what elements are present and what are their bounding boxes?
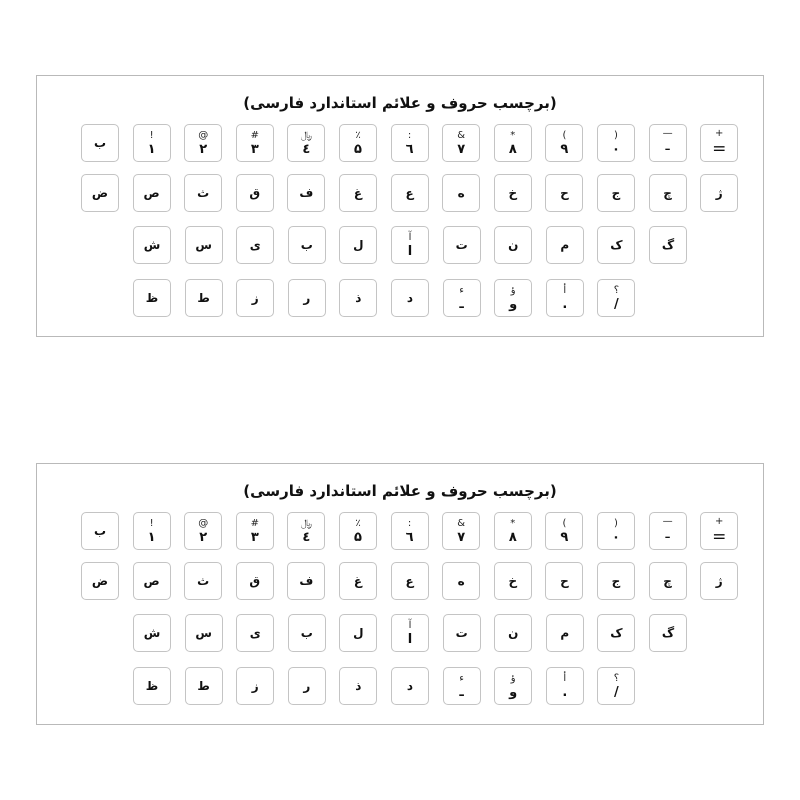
keycap-main-char: و: [509, 684, 518, 700]
keycap-sticker: [287, 174, 325, 212]
keycap-main-char: ۲: [199, 141, 208, 157]
keycap-main-char: گ: [661, 626, 675, 640]
keycap-shift-char: *: [510, 129, 516, 141]
keycap-sticker: [81, 124, 119, 162]
keycap-main-char: ا: [407, 631, 413, 647]
keycap-sticker: [133, 279, 171, 317]
keycap-sticker: [339, 174, 377, 212]
keycap-main-char: ث: [197, 186, 210, 200]
keycap-main-char: ع: [405, 574, 414, 588]
keycap-main-char: ب: [93, 136, 107, 150]
keycap-sticker: [287, 562, 325, 600]
keycap-main-char: ق: [249, 186, 261, 200]
keycap-main-char: .: [562, 296, 568, 312]
keycap-main-char: ۰: [612, 529, 620, 545]
keycap-main-char: /: [614, 296, 619, 312]
keycap-sticker: [184, 124, 222, 162]
keycap-sticker: [545, 124, 583, 162]
keycap-main-char: ی: [249, 238, 261, 252]
keycap-sticker: [391, 512, 429, 550]
keycap-sticker: [649, 562, 687, 600]
keycap-main-char: ۵: [354, 529, 362, 545]
keycap-main-char: ی: [249, 626, 261, 640]
keycap-shift-char: &: [457, 129, 466, 141]
keycap-sticker: [443, 614, 481, 652]
keycap-main-char: ل: [353, 626, 364, 640]
keycap-sticker: [597, 124, 635, 162]
sticker-sheet-top: [36, 75, 764, 337]
keycap-shift-char: !: [149, 129, 154, 141]
keycap-main-char: ژ: [715, 574, 723, 588]
keycap-main-char: ف: [299, 186, 314, 200]
keycap-sticker: [339, 124, 377, 162]
keycap-sticker: [339, 562, 377, 600]
keycap-sticker: [81, 562, 119, 600]
keycap-shift-char: —: [662, 127, 673, 139]
keycap-main-char: ج: [611, 574, 621, 588]
keycap-shift-char: ء: [459, 284, 464, 296]
keycap-main-char: ٤: [302, 141, 311, 157]
keycap-sticker: [391, 279, 429, 317]
keycap-main-char: ٦: [405, 529, 414, 545]
keycap-sticker: [391, 667, 429, 705]
keycap-main-char: ۳: [250, 141, 259, 157]
keycap-sticker: [494, 124, 532, 162]
keycap-shift-char: !: [149, 517, 154, 529]
keycap-main-char: خ: [508, 574, 518, 588]
keycap-main-char: /: [614, 684, 619, 700]
keycap-sticker: [442, 124, 480, 162]
keycap-main-char: ٤: [302, 529, 311, 545]
keycap-sticker: [288, 667, 326, 705]
keycap-main-char: ٦: [405, 141, 414, 157]
keycap-main-char: ـ: [459, 296, 464, 312]
keycap-sticker: [391, 174, 429, 212]
keycap-sticker: [81, 512, 119, 550]
keycap-sticker: [443, 279, 481, 317]
keycap-shift-char: +: [714, 127, 724, 139]
keycap-main-char: غ: [353, 186, 363, 200]
keycap-main-char: ص: [143, 186, 160, 200]
keycap-sticker: [546, 226, 584, 264]
keycap-sticker: [339, 512, 377, 550]
keycap-shift-char: #: [250, 517, 259, 529]
keycap-shift-char: آ: [408, 231, 412, 243]
keycap-shift-char: آ: [408, 619, 412, 631]
keycap-sticker: [443, 226, 481, 264]
keycap-sticker: [545, 562, 583, 600]
keycap-main-char: ژ: [715, 186, 723, 200]
keycap-shift-char: ٪: [355, 517, 361, 529]
keycap-main-char: س: [195, 626, 212, 640]
keycap-shift-char: ؤ: [510, 284, 516, 296]
keycap-sticker: [391, 562, 429, 600]
keycap-sticker: [546, 667, 584, 705]
keycap-shift-char: ؟: [613, 284, 620, 296]
keycap-main-char: ۷: [457, 529, 466, 545]
keycap-main-char: ص: [143, 574, 160, 588]
keycap-sticker: [649, 124, 687, 162]
keycap-sticker: [597, 512, 635, 550]
keycap-sticker: [391, 226, 429, 264]
keycap-sticker: [545, 174, 583, 212]
keycap-main-char: ق: [249, 574, 261, 588]
keycap-main-char: ظ: [145, 679, 159, 693]
keycap-shift-char: ): [614, 129, 618, 141]
keycap-main-char: ض: [91, 574, 109, 588]
keycap-main-char: ث: [197, 574, 210, 588]
keycap-main-char: خ: [508, 186, 518, 200]
keycap-shift-char: ٪: [355, 129, 361, 141]
keycap-sticker: [236, 667, 274, 705]
keycap-main-char: ۱: [147, 529, 156, 545]
keycap-sticker: [494, 174, 532, 212]
keycap-sticker: [494, 279, 532, 317]
keycap-shift-char: +: [714, 515, 724, 527]
keycap-sticker: [494, 226, 532, 264]
keycap-main-char: ن: [508, 238, 519, 252]
keycap-sticker: [597, 174, 635, 212]
keycap-sticker: [700, 562, 738, 600]
keycap-sticker: [133, 174, 171, 212]
keycap-main-char: ط: [197, 679, 210, 693]
keycap-main-char: ض: [91, 186, 109, 200]
keycap-sticker: [133, 667, 171, 705]
keycap-main-char: ۸: [508, 141, 517, 157]
keycap-main-char: ش: [143, 626, 161, 640]
keycap-main-char: ر: [303, 679, 311, 693]
keycap-main-char: ۳: [250, 529, 259, 545]
keycap-sticker: [288, 226, 326, 264]
keycap-shift-char: أ: [563, 284, 567, 296]
keycap-sticker: [133, 124, 171, 162]
keycap-main-char: چ: [663, 186, 672, 200]
keycap-main-char: گ: [661, 238, 675, 252]
keycap-main-char: ن: [508, 626, 519, 640]
keycap-main-char: غ: [353, 574, 363, 588]
keycap-main-char: ز: [251, 679, 259, 693]
keycap-shift-char: *: [510, 517, 516, 529]
keycap-main-char: ع: [405, 186, 414, 200]
keycap-shift-char: ﷼: [300, 129, 312, 141]
keycap-sticker: [184, 512, 222, 550]
keycap-main-char: .: [562, 684, 568, 700]
keycap-main-char: ه: [457, 574, 465, 588]
keycap-sticker: [649, 226, 687, 264]
keycap-main-char: ۱: [147, 141, 156, 157]
keycap-sticker: [597, 562, 635, 600]
keycap-main-char: م: [560, 626, 570, 640]
keycap-sticker: [700, 174, 738, 212]
keycap-sticker: [597, 667, 635, 705]
keycap-sticker: [494, 614, 532, 652]
keycap-shift-char: (: [562, 517, 567, 529]
keycap-main-char: د: [406, 291, 414, 305]
keycap-sticker: [81, 174, 119, 212]
keycap-sticker: [236, 614, 274, 652]
keycap-sticker: [185, 226, 223, 264]
keycap-sticker: [339, 614, 377, 652]
keycap-shift-char: @: [198, 129, 209, 141]
keycap-main-char: ذ: [355, 291, 362, 305]
keycap-sticker: [339, 226, 377, 264]
keycap-main-char: ۸: [508, 529, 517, 545]
keycap-main-char: ه: [457, 186, 465, 200]
keycap-sticker: [339, 279, 377, 317]
keycap-shift-char: —: [662, 515, 673, 527]
keycap-sticker: [185, 614, 223, 652]
keycap-shift-char: ﷼: [300, 517, 312, 529]
keycap-sticker: [546, 614, 584, 652]
keycap-sticker: [442, 174, 480, 212]
keycap-sticker: [442, 512, 480, 550]
keycap-main-char: ت: [455, 626, 468, 640]
keycap-main-char: ۵: [354, 141, 362, 157]
keycap-main-char: -: [664, 526, 671, 547]
keycap-shift-char: ): [614, 517, 618, 529]
keycap-shift-char: #: [250, 129, 259, 141]
keycap-sticker: [236, 174, 274, 212]
keycap-sticker: [649, 614, 687, 652]
sheet-title: (برچسب حروف و علائم استاندارد فارسی): [243, 482, 557, 500]
keycap-main-char: ذ: [355, 679, 362, 693]
keycap-sticker: [133, 226, 171, 264]
keycap-shift-char: &: [457, 517, 466, 529]
keycap-shift-char: أ: [563, 672, 567, 684]
keycap-sticker: [494, 562, 532, 600]
keycap-sticker: [700, 512, 738, 550]
keycap-shift-char: :: [407, 129, 412, 141]
keycap-main-char: چ: [663, 574, 672, 588]
keycap-main-char: د: [406, 679, 414, 693]
keycap-main-char: ظ: [145, 291, 159, 305]
keycap-shift-char: ؤ: [510, 672, 516, 684]
keycap-main-char: ز: [251, 291, 259, 305]
keycap-main-char: ب: [300, 238, 313, 252]
keycap-main-char: ت: [455, 238, 468, 252]
keycap-sticker: [391, 614, 429, 652]
keycap-sticker: [185, 667, 223, 705]
keycap-sticker: [494, 667, 532, 705]
keycap-main-char: ل: [353, 238, 364, 252]
keycap-main-char: ۹: [560, 529, 569, 545]
keycap-main-char: =: [712, 138, 727, 159]
keycap-main-char: ح: [560, 574, 569, 588]
keycap-shift-char: :: [407, 517, 412, 529]
keycap-shift-char: (: [562, 129, 567, 141]
keycap-shift-char: @: [198, 517, 209, 529]
keycap-sticker: [236, 512, 274, 550]
keycap-sticker: [545, 512, 583, 550]
keycap-main-char: ح: [560, 186, 569, 200]
keycap-sticker: [236, 562, 274, 600]
keycap-main-char: ـ: [459, 684, 464, 700]
keycap-sticker: [546, 279, 584, 317]
keycap-main-char: ر: [303, 291, 311, 305]
keycap-sticker: [597, 226, 635, 264]
keycap-shift-char: ؟: [613, 672, 620, 684]
keycap-sticker: [287, 512, 325, 550]
keycap-sticker: [443, 667, 481, 705]
keycap-main-char: ش: [143, 238, 161, 252]
keycap-main-char: م: [560, 238, 570, 252]
keycap-main-char: و: [509, 296, 518, 312]
keycap-sticker: [649, 174, 687, 212]
keycap-main-char: ب: [93, 524, 107, 538]
sheet-title: (برچسب حروف و علائم استاندارد فارسی): [243, 94, 557, 112]
keycap-main-char: ط: [197, 291, 210, 305]
keycap-sticker: [494, 512, 532, 550]
keycap-sticker: [236, 279, 274, 317]
keycap-sticker: [133, 614, 171, 652]
keycap-main-char: ا: [407, 243, 413, 259]
keycap-main-char: =: [712, 526, 727, 547]
keycap-main-char: س: [195, 238, 212, 252]
keycap-sticker: [288, 614, 326, 652]
keycap-main-char: ب: [300, 626, 313, 640]
keycap-main-char: -: [664, 138, 671, 159]
keycap-sticker: [184, 562, 222, 600]
keycap-main-char: ج: [611, 186, 621, 200]
keycap-sticker: [133, 512, 171, 550]
keycap-sticker: [184, 174, 222, 212]
keycap-sticker: [287, 124, 325, 162]
keycap-sticker: [236, 124, 274, 162]
keycap-sticker: [288, 279, 326, 317]
keycap-sticker: [700, 124, 738, 162]
keycap-sticker: [391, 124, 429, 162]
keycap-sticker: [442, 562, 480, 600]
keycap-main-char: ۰: [612, 141, 620, 157]
keycap-main-char: ۹: [560, 141, 569, 157]
sticker-sheet-bottom: [36, 463, 764, 725]
keycap-sticker: [597, 279, 635, 317]
keycap-sticker: [339, 667, 377, 705]
keycap-main-char: ف: [299, 574, 314, 588]
keycap-main-char: ک: [610, 626, 623, 640]
keycap-sticker: [597, 614, 635, 652]
keycap-sticker: [133, 562, 171, 600]
keycap-main-char: ک: [610, 238, 623, 252]
keycap-sticker: [185, 279, 223, 317]
keycap-sticker: [236, 226, 274, 264]
keycap-shift-char: ء: [459, 672, 464, 684]
keycap-main-char: ۷: [457, 141, 466, 157]
keycap-sticker: [649, 512, 687, 550]
keycap-main-char: ۲: [199, 529, 208, 545]
